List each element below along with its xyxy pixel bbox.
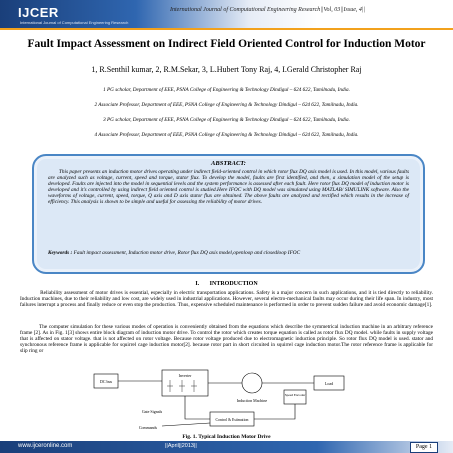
intro-paragraph-1-text: Reliability assessment of motor drives is essential, especially in electric transportation applications. Safety is a major concern in such applications, and it is tied directly to reliability. Induction machines, due to their reliability and low cost, are widely used in industrial applications. However, several electro-mechanical faults may occur during their life span. In industry, most failures interrupt a process and finally reduce or even stop the production. Thus, expensive scheduled maintenance is performed in order to prevent sudden failure and avoid economic damage[1]. bbox=[20, 290, 434, 309]
commands-label: Commands bbox=[138, 425, 158, 430]
section-number: I. bbox=[195, 281, 200, 287]
footer-date: ||April||2013|| bbox=[165, 443, 197, 449]
commands-line bbox=[162, 423, 210, 426]
affiliation-4: 4 Associate Professor, Department of EEE, PSNA College of Engineering & Technology Dindigul – 624 622, Tamilnadu, India. bbox=[94, 132, 359, 138]
keywords-text: Fault impact assessment, Induction motor drive, Rotor flux DQ axis model,openloop and closedloop IFOC bbox=[73, 250, 301, 256]
load-label: Load bbox=[324, 381, 334, 386]
control-label: Control & Estimation bbox=[215, 418, 249, 422]
induction-motor-drive-diagram bbox=[92, 368, 352, 432]
header-divider bbox=[0, 28, 453, 30]
induction-machine-label: Induction Machine bbox=[236, 398, 268, 403]
intro-paragraph-2 bbox=[20, 324, 433, 354]
intro-paragraph-2-text: The computer simulation for these various modes of operation is conveniently obtained from the equations which describe the symmetrical induction machine in an arbitrary reference frame [2]. As in Fig. 1[3] shows entire block diagram of induction motor drive. To control the rotor which creates torque equation is called as rotor flux DQ model. while faults in supply voltage that is affected on stator voltage. that is not affected on rotor voltage. Because rotor voltage produced due to electromagnetic induction principle. So rotor flux DQ model is used. stator and synchronous reference frame is applicable for squirrel cage induction motor[2]. because rotor part in short circuited in squirrel cage induction motor.The rotor reference frame is applicable for slip ring or bbox=[20, 324, 433, 355]
inverter-switches bbox=[167, 380, 197, 392]
paper-title: Fault Impact Assessment on Indirect Field Oriented Control for Induction Motor bbox=[27, 38, 426, 50]
keywords-label: Keywords : bbox=[48, 250, 73, 256]
abstract-box bbox=[32, 154, 425, 274]
gate-signals-label: Gate Signals bbox=[141, 409, 163, 414]
footer-url[interactable]: www.ijceronline.com bbox=[18, 443, 73, 449]
gate-signal-line bbox=[185, 396, 210, 419]
abstract-body: This paper presents an induction motor drives operating under indirect field-oriented control in which rotor flux DQ axis model is used. In this model, various faults are analyzed such as voltage, current, speed and torque, stator flux. To develop the model, faults are first identified, and then, a simulation model of the setup is developed. Faults are injected into the model in sequential levels and the system performance is assessed after each fault. Here rotor flux DQ model of induction motor is developed and it's controlled by using indirect field oriented control is studied.Here IFOC with DQ model was simulated using MATLAB/ SIMULINK software. Also the waveforms of voltage, current, speed, torque, Q axis and D axis stator flux are obtained. The above faults are analyzed and rectified which results in the increase of efficiency. This analysis is shown to be simple and useful for assessing the reliability of motor drives. bbox=[48, 169, 410, 206]
induction-machine-symbol bbox=[242, 373, 262, 393]
journal-logo: IJCER bbox=[18, 5, 59, 20]
section-title: INTRODUCTION bbox=[209, 281, 258, 287]
affiliation-2: 2 Associate Professor, Department of EEE, PSNA College of Engineering & Technology Dindigul – 624 622, Tamilnadu, India. bbox=[94, 102, 359, 108]
paper-authors: 1, R.Senthil kumar, 2, R.M.Sekar, 3, L.Hubert Tony Raj, 4, I.Gerald Christopher Raj bbox=[91, 65, 362, 74]
abstract-text bbox=[48, 169, 409, 206]
footer-banner bbox=[0, 441, 453, 453]
keywords bbox=[48, 250, 409, 256]
section-heading bbox=[20, 281, 433, 287]
journal-header-banner bbox=[0, 0, 453, 30]
speed-encoder-label: Speed Encoder bbox=[284, 393, 306, 397]
feedback-line bbox=[254, 404, 295, 419]
affiliation-3: 3 PG scholar, Department of EEE, PSNA College of Engineering & Technology Dindigul – 624 622, Tamilnadu, India. bbox=[103, 117, 350, 123]
figure-caption: Fig. 1. Typical Induction Motor Drive bbox=[182, 434, 271, 440]
inverter-label: Inverter bbox=[178, 373, 192, 378]
dc-bus-label: DC bus bbox=[99, 379, 113, 384]
intro-paragraph-1 bbox=[20, 290, 433, 308]
journal-logo-subtitle: International Journal of Computational Engineering Research bbox=[20, 20, 129, 25]
journal-citation-line: International Journal of Computational Engineering Research||Vol, 03||Issue, 4|| bbox=[170, 7, 366, 13]
affiliation-1: 1 PG scholar, Department of EEE, PSNA College of Engineering & Technology Dindigul – 624 622, Tamilnadu, India. bbox=[103, 87, 350, 93]
abstract-heading: ABSTRACT: bbox=[211, 160, 246, 167]
page-number: Page 1 bbox=[410, 442, 438, 453]
